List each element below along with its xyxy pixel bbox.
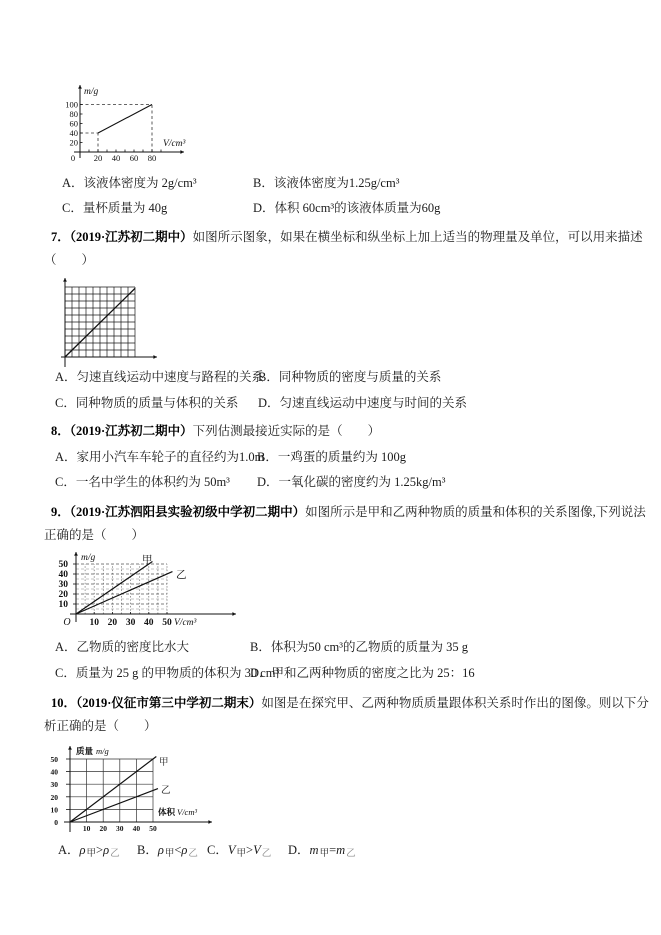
svg-text:质量: 质量 [76, 746, 94, 756]
q10-option-d: D．m甲=m乙 [288, 843, 356, 859]
svg-text:m/g: m/g [84, 87, 99, 97]
q6-options-row-1 [62, 176, 647, 191]
svg-text:20: 20 [99, 824, 107, 833]
svg-text:80: 80 [147, 153, 157, 163]
svg-text:100: 100 [65, 99, 78, 110]
q8-source-tag: 8．（2019·江苏初二期中） [51, 424, 193, 438]
q7-option-a: A．匀速直线运动中速度与路程的关系 [55, 370, 265, 384]
svg-text:50: 50 [162, 618, 172, 628]
svg-text:20: 20 [93, 153, 103, 163]
q10-question-text [44, 692, 650, 738]
svg-text:60: 60 [69, 118, 78, 129]
svg-text:50: 50 [149, 824, 157, 833]
q8-options-row-2 [55, 475, 640, 490]
svg-text:30: 30 [50, 780, 58, 790]
svg-text:30: 30 [116, 824, 124, 833]
q7-question-text [44, 226, 650, 272]
svg-text:体积: 体积 [158, 807, 176, 817]
svg-text:0: 0 [70, 153, 76, 163]
svg-text:40: 40 [69, 128, 78, 138]
svg-text:甲: 甲 [159, 758, 169, 768]
svg-text:30: 30 [58, 580, 68, 590]
svg-text:20: 20 [50, 792, 58, 802]
q8-option-d: D．一氧化碳的密度约为 1.25kg/m³ [257, 475, 446, 489]
q7-grid-graph [49, 275, 164, 371]
svg-text:30: 30 [125, 618, 136, 628]
svg-text:40: 40 [132, 824, 141, 833]
svg-text:80: 80 [69, 109, 78, 119]
svg-text:V/cm³: V/cm³ [174, 618, 197, 628]
q7-option-d: D．匀速直线运动中速度与时间的关系 [258, 396, 468, 410]
q10-option-a: A．ρ甲>ρ乙 [58, 843, 120, 859]
q7-options-row-2 [55, 396, 640, 411]
svg-text:50: 50 [50, 755, 58, 764]
q7-option-b: B．同种物质的密度与质量的关系 [258, 370, 442, 384]
svg-text:20: 20 [58, 590, 68, 600]
q9-option-d: D．甲和乙两种物质的密度之比为 25：16 [250, 666, 475, 680]
svg-text:O: O [63, 617, 71, 628]
svg-text:10: 10 [58, 600, 68, 610]
q6-option-c: C．量杯质量为 40g [62, 201, 168, 215]
q10-option-b: B．ρ甲<ρ乙 [137, 843, 198, 859]
q6-mass-volume-graph [58, 82, 198, 168]
svg-text:0: 0 [54, 818, 58, 827]
q10-stem: 如图是在探究甲、乙两种物质质量跟体积关系时作出的图像。则以下分析正确的是（ ） [44, 696, 649, 733]
svg-text:乙: 乙 [161, 786, 171, 796]
q10-option-c: C．V甲>V乙 [207, 843, 272, 859]
svg-text:10: 10 [50, 805, 58, 815]
svg-text:甲: 甲 [142, 555, 153, 566]
svg-text:V/cm³: V/cm³ [163, 139, 186, 149]
q9-option-a: A．乙物质的密度比水大 [55, 640, 190, 654]
svg-text:20: 20 [69, 137, 78, 148]
q7-options-row-1 [55, 370, 640, 385]
svg-text:40: 40 [58, 570, 68, 580]
q9-source-tag: 9．（2019·江苏泗阳县实验初级中学初二期中） [51, 505, 306, 519]
q10-source-tag: 10．（2019·仪征市第三中学初二期末） [51, 696, 262, 710]
svg-text:60: 60 [129, 153, 139, 163]
q8-question-text [44, 420, 650, 443]
q9-options-row-2 [55, 666, 640, 681]
q8-option-a: A．家用小汽车车轮子的直径约为1.0m [55, 450, 265, 464]
q9-mass-volume-graph [40, 550, 255, 634]
svg-text:40: 40 [50, 767, 58, 777]
svg-text:50: 50 [58, 560, 68, 570]
q9-question-text [44, 501, 650, 547]
q9-options-row-1 [55, 640, 640, 655]
q9-option-c: C．质量为 25 g 的甲物质的体积为 30 cm³ [55, 666, 280, 680]
svg-text:10: 10 [82, 824, 91, 833]
q8-option-b: B．一鸡蛋的质量约为 100g [257, 450, 406, 464]
q8-options-row-1 [55, 450, 640, 465]
q10-options-row [55, 840, 640, 859]
svg-text:m/g: m/g [81, 553, 96, 563]
q6-options-row-2 [62, 201, 647, 216]
q7-stem: 如图所示图象，如果在横坐标和纵坐标上加上适当的物理量及单位，可以用来描述（ ） [44, 230, 643, 267]
svg-text:乙: 乙 [176, 570, 187, 581]
q7-source-tag: 7．（2019·江苏初二期中） [51, 230, 193, 244]
svg-text:40: 40 [144, 618, 154, 628]
q7-option-c: C．同种物质的质量与体积的关系 [55, 396, 239, 410]
q6-option-a: A．该液体密度为 2g/cm³ [62, 176, 197, 190]
q6-option-b: B．该液体密度为1.25g/cm³ [253, 176, 400, 190]
q9-option-b: B．体积为50 cm³的乙物质的质量为 35 g [250, 640, 468, 654]
q8-option-c: C．一名中学生的体积约为 50m³ [55, 475, 230, 489]
svg-text:V/cm³: V/cm³ [177, 807, 198, 817]
svg-text:m/g: m/g [96, 746, 109, 756]
svg-text:20: 20 [107, 618, 118, 628]
svg-text:10: 10 [89, 618, 99, 628]
q8-stem: 下列估测最接近实际的是（ ） [192, 424, 381, 438]
q9-stem: 如图所示是甲和乙两种物质的质量和体积的关系图像,下列说法正确的是（ ） [44, 505, 646, 542]
q6-option-d: D．体积 60cm³的该液体质量为60g [253, 201, 441, 215]
svg-text:40: 40 [111, 153, 121, 163]
q10-mass-volume-graph [30, 744, 225, 840]
